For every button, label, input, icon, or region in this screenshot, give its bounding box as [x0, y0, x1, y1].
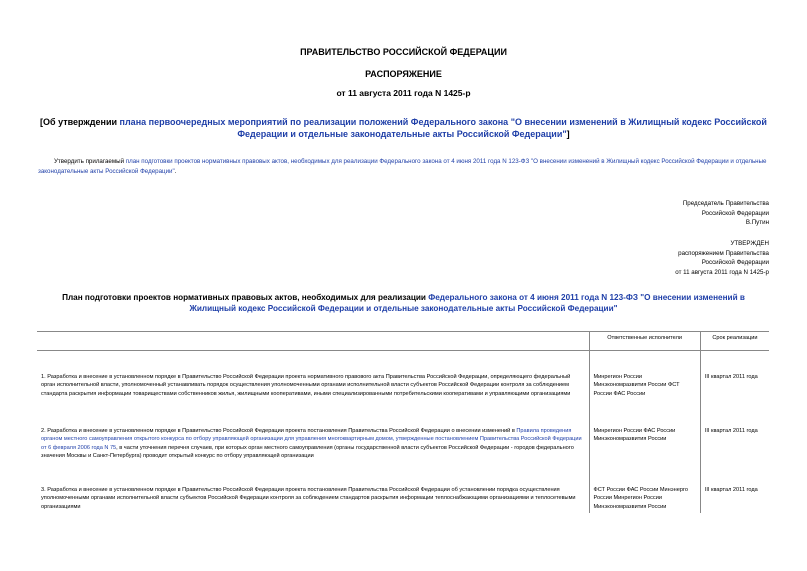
approval-block [675, 239, 769, 277]
measure-text: 1. Разработка и внесение в установленном порядке в Правительство Российской Федерации проекта нормативного правового акта Правительства Российской Федерации, определяющего федеральный орган исполнительной власти, уполномоченный устанавливать порядок осуществления уполномоченными органами исполнительной власти субъектов Российской Федерации контроля за соблюдением стандарта раскрытия информации товариществами собственников жилья, жилищными кооперативами, иными специализированными потребительскими кооперативами и управляющими организациями [41, 374, 571, 397]
intro-before: Утвердить прилагаемый [54, 158, 126, 165]
executors-cell: ФСТ России ФАС России Минэнерго России Минрегион России Минэкономразвития России [589, 471, 700, 513]
approval-line-2: распоряжением Правительства [678, 249, 769, 257]
rules-link[interactable]: Правила проведения органом местного самоуправления открытого конкурса по отбору управляющей организации для управления многоквартирным домом, утвержденные постановлением Правительства Российской Федерации от 6 февраля 2006 года N 75 [41, 428, 582, 451]
term-cell: III квартал 2011 года [700, 471, 769, 513]
intro-paragraph [38, 157, 770, 176]
plan-table [37, 331, 769, 513]
title-suffix: ] [566, 129, 570, 139]
term-cell: III квартал 2011 года [700, 409, 769, 471]
document-title [40, 116, 767, 140]
approval-line-1: УТВЕРЖДЕН [730, 240, 769, 247]
signature-block [683, 199, 769, 228]
term-cell: III квартал 2011 года [700, 351, 769, 410]
table-row [37, 409, 769, 471]
measure-text: 2. Разработка и внесение в установленном порядке в Правительство Российской Федерации проекта постановления Правительства Российской Федерации о внесении изменений в [41, 428, 517, 434]
title-prefix: [Об утверждении [40, 117, 120, 127]
executors-cell: Минрегион России Минэкономразвития России ФСТ России ФАС России [589, 351, 700, 410]
government-name: ПРАВИТЕЛЬСТВО РОССИЙСКОЙ ФЕДЕРАЦИИ [300, 47, 507, 57]
measure-cell [37, 351, 589, 410]
signature-line-2: Российской Федерации [701, 209, 769, 217]
document-date-number: от 11 августа 2011 года N 1425-р [336, 88, 471, 98]
header-cell-measure [37, 332, 589, 351]
title-link[interactable]: плана первоочередных мероприятий по реализации положений Федерального закона "О внесении изменений в Жилищный кодекс Российской Федерации и отдельные законодательные акты Российской Федерации" [119, 117, 767, 139]
executors-cell: Минрегион России ФАС России Минэкономразвития России [589, 409, 700, 471]
intro-plan-link[interactable]: план подготовки проектов нормативных правовых актов, необходимых для реализации Федерального закона от 4 июня 2011 года N 123-ФЗ "О внесении изменений в Жилищный кодекс Российской Федерации и отдельные законодательные акты Российской Федерации" [38, 158, 767, 175]
plan-title-law-link[interactable]: Федерального закона от 4 июня 2011 года N 123-ФЗ "О внесении изменений в Жилищный кодекс Российской Федерации и отдельные законодательные акты Российской Федерации" [189, 293, 745, 313]
measure-text-after: , в части уточнения перечня случаев, при которых орган местного самоуправления (органы государственной власти субъектов Российской Федерации - городов федерального значения Москвы и Санкт-Петербурга) проводит открытый конкурс по отбору управляющей организации [41, 444, 574, 459]
measure-cell [37, 471, 589, 513]
document-type: РАСПОРЯЖЕНИЕ [365, 69, 442, 79]
intro-after: . [174, 167, 177, 175]
table-row [37, 471, 769, 513]
measure-cell [37, 409, 589, 471]
header-cell-term: Срок реализации [700, 332, 769, 351]
approval-line-4: от 11 августа 2011 года N 1425-р [675, 268, 769, 276]
plan-title [40, 292, 767, 314]
table-header-row [37, 332, 769, 351]
measure-text: 3. Разработка и внесение в установленном порядке в Правительство Российской Федерации проекта постановления Правительства Российской Федерации об установлении порядка осуществления уполномоченными органами исполнительной власти субъектов Российской Федерации контроля за соблюдением стандартов раскрытия информации теплоснабжающими организациями и теплосетевыми организациями [41, 487, 576, 510]
signature-line-1: Председатель Правительства [682, 200, 769, 207]
approval-line-3: Российской Федерации [701, 259, 769, 266]
signature-line-3: В.Путин [745, 219, 769, 226]
table-row [37, 351, 769, 410]
header-cell-executors: Ответственные исполнители [589, 332, 700, 351]
plan-title-text: План подготовки проектов нормативных правовых актов, необходимых для реализации [62, 293, 429, 302]
